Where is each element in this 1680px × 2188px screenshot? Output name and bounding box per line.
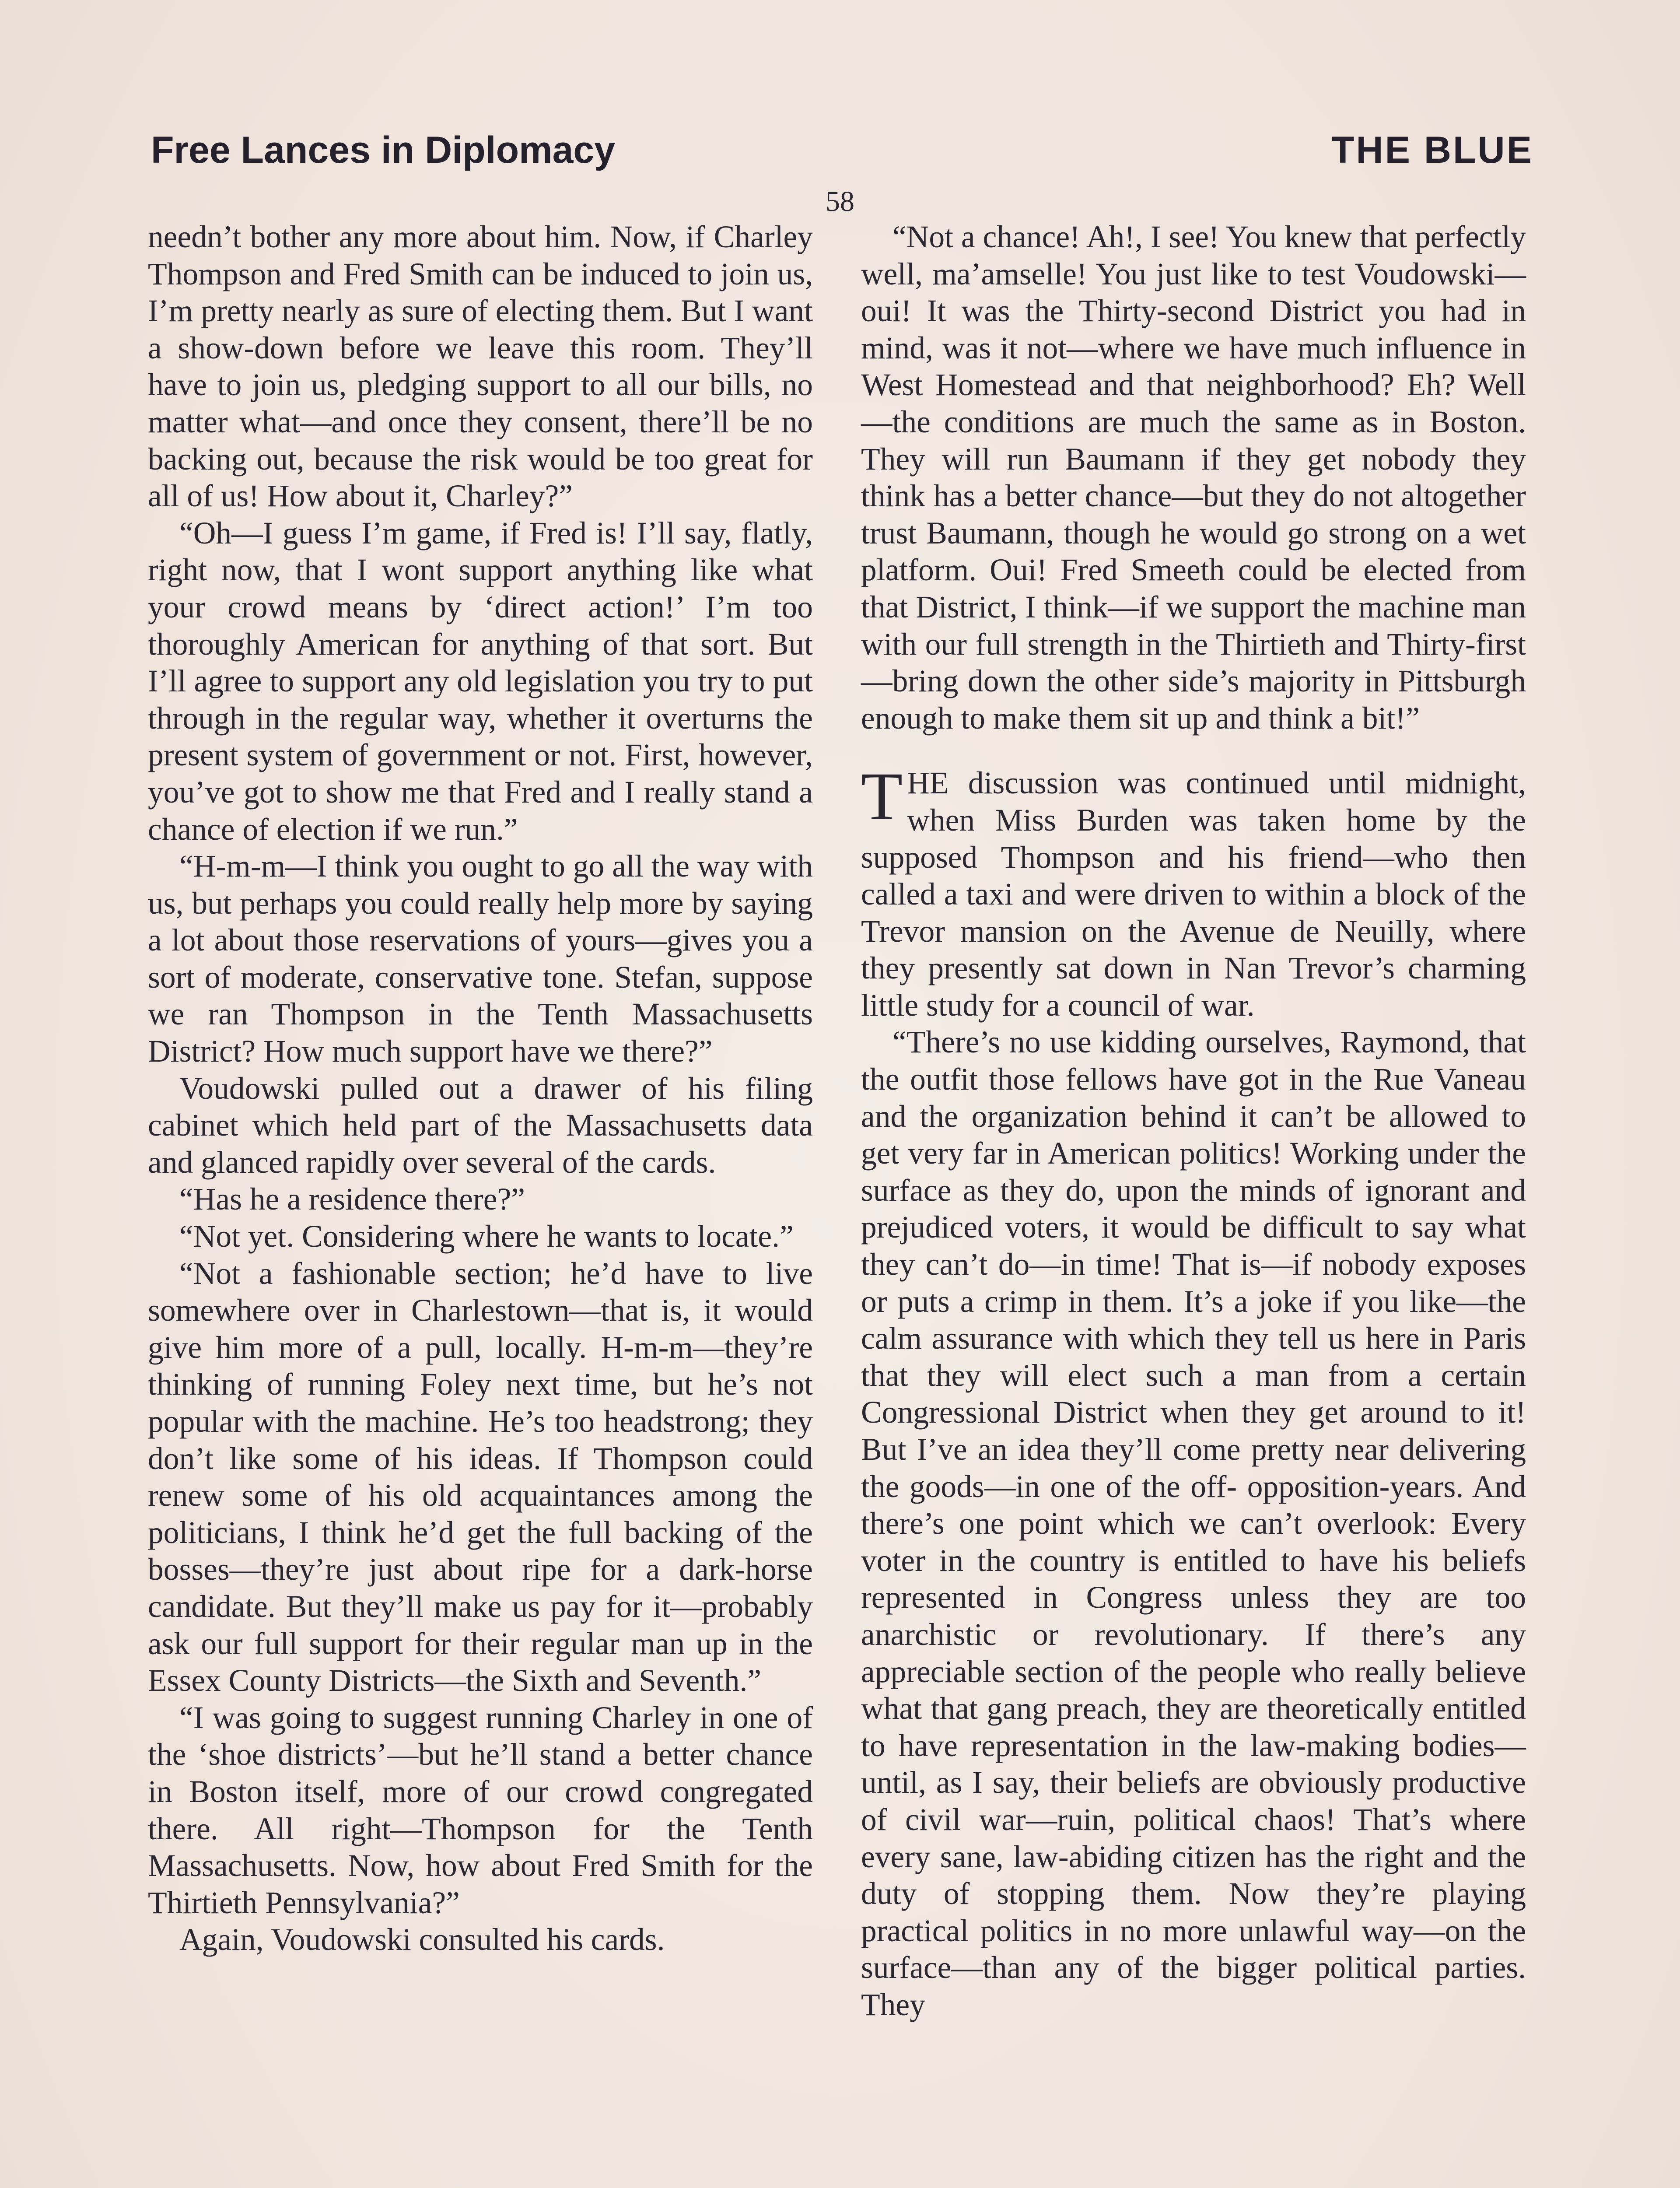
- paragraph: “Not a chance! Ah!, I see! You knew that perfectly well, ma’amselle! You just like to test Voudowski—oui! It was the Thirty-second District you had in mind, was it not—where we have much influence in West Homestead and that neighborhood? Eh? Well—the conditions are much the same as in Boston. They will run Baumann if they get nobody they think has a better chance—but they do not altogether trust Baumann, though he would go strong on a wet platform. Oui! Fred Smeeth could be elected from that District, I think—if we support the machine man with our full strength in the Thirtieth and Thirty-first—bring down the other side’s majority in Pittsburgh enough to make them sit up and think a bit!”: [861, 220, 1526, 736]
- paragraph: Voudowski pulled out a drawer of his filing cabinet which held part of the Massachusetts data and glanced rapidly over several of the cards.: [148, 1071, 813, 1180]
- paragraph: “Not a fashionable section; he’d have to live somewhere over in Charlestown—that is, it would give him more of a pull, locally. H-m-m—they’re thinking of running Foley next time, but he’s not popular with the machine. He’s too headstrong; they don’t like some of his ideas. If Thompson could renew some of his old acquaintances among the politicians, I think he’d get the full backing of the bosses—they’re just about ripe for a dark-horse candidate. But they’ll make us pay for it—probably ask our full support for their regular man up in the Essex County Districts—the Sixth and Seventh.”: [148, 1256, 813, 1698]
- magazine-name: THE BLUE: [1331, 129, 1533, 171]
- paragraph: “Oh—I guess I’m game, if Fred is! I’ll say, flatly, right now, that I wont support anything like what your crowd means by ‘direct action!’ I’m too thoroughly American for anything of that sort. But I’ll agree to support any old legislation you try to put through in the regular way, whether it overturns the present system of government or not. First, however, you’ve got to show me that Fred and I really stand a chance of election if we run.”: [148, 515, 813, 847]
- running-title: Free Lances in Diplomacy: [151, 129, 616, 171]
- paragraph: “There’s no use kidding ourselves, Raymond, that the outfit those fellows have got in the Rue Vaneau and the organization behind it can’t be allowed to get very far in American politics! Working under the surface as they do, upon the minds of ignorant and prejudiced voters, it would be difficult to say what they can’t do—in time! That is—if nobody exposes or puts a crimp in them. It’s a joke if you like—the calm assurance with which they tell us here in Paris that they will elect such a man from a certain Congressional District when they get around to it! But I’ve an idea they’ll come pretty near delivering the goods—in one of the off- opposition-years. And there’s one point which we can’t overlook: Every voter in the country is entitled to have his beliefs represented in Congress unless they are too anarchistic or revolutionary. If there’s any appreciable section of the people who really believe what that gang preach, they are theoretically entitled to have representation in the law-making bodies—until, as I say, their beliefs are obviously productive of civil war—ruin, political chaos! That’s where every sane, law-abiding citizen has the right and the duty of stopping them. Now they’re playing practical politics in no more unlawful way—on the surface—than any of the bigger political parties. They: [861, 1025, 1526, 2022]
- paragraph: “H-m-m—I think you ought to go all the way with us, but perhaps you could really help more by saying a lot about those reservations of yours—gives you a sort of moderate, conservative tone. Stefan, suppose we ran Thompson in the Tenth Massachusetts District? How much support have we there?”: [148, 849, 813, 1069]
- drop-cap: T: [861, 758, 903, 835]
- paragraph: Again, Voudowski consulted his cards.: [179, 1922, 665, 1957]
- section-paragraph: [861, 758, 1526, 1024]
- paragraph: needn’t bother any more about him. Now, if Charley Thompson and Fred Smith can be induced to join us, I’m pretty nearly as sure of electing them. But I want a show-down before we leave this room. They’ll have to join us, pledging support to all our bills, no matter what—and once they consent, there’ll be no backing out, because the risk would be too great for all of us! How about it, Charley?”: [148, 220, 813, 514]
- page-number: 58: [826, 186, 854, 217]
- section-text: HE discussion was continued until midnight, when Miss Burden was taken home by the supposed Thompson and his friend—who then called a taxi and were driven to within a block of the Trevor mansion on the Avenue de Neuilly, where they presently sat down in Nan Trevor’s charming little study for a council of war.: [861, 766, 1526, 1023]
- right-column: [861, 219, 1526, 2024]
- paragraph: “I was going to suggest running Charley in one of the ‘shoe districts’—but he’ll stand a better chance in Boston itself, more of our crowd congregated there. All right—Thompson for the Tenth Massachusetts. Now, how about Fred Smith for the Thirtieth Pennsylvania?”: [148, 1700, 813, 1920]
- paragraph: “Has he a residence there?”: [179, 1182, 525, 1217]
- left-column: [148, 219, 813, 1959]
- paragraph: “Not yet. Considering where he wants to locate.”: [179, 1219, 794, 1254]
